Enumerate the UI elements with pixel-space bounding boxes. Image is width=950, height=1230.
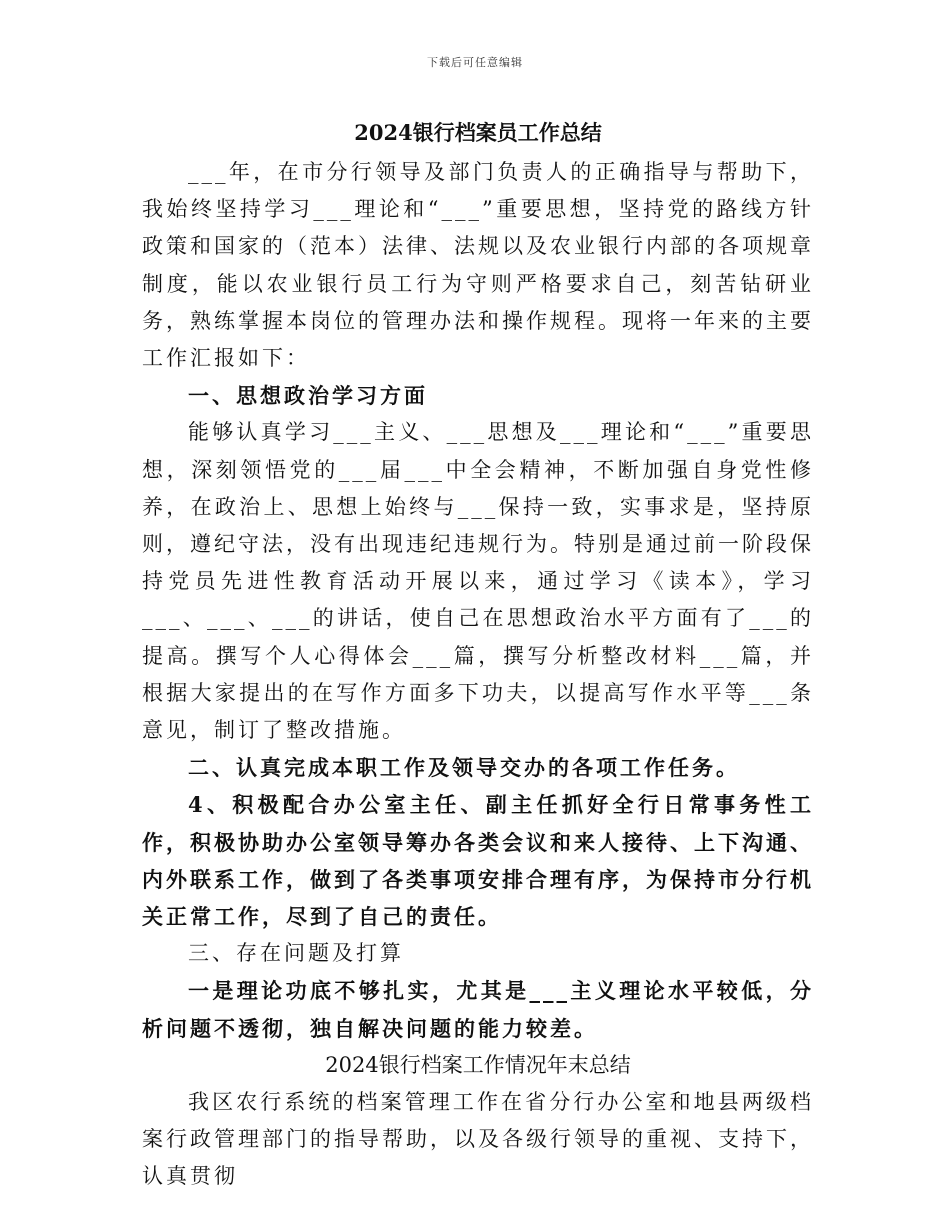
duties-item-4-paragraph: 4、积极配合办公室主任、副主任抓好全行日常事务性工作，积极协助办公室领导筹办各类会议和来人接待、上下沟通、内外联系工作，做到了各类事项安排合理有序，为保持市分行机关正常工作，尽到了自己的责任。: [142, 792, 814, 930]
section-heading-ideology: 一、思想政治学习方面: [188, 383, 428, 409]
intro-paragraph: ___年，在市分行领导及部门负责人的正确指导与帮助下，我始终坚持学习___理论和“___”重要思想，坚持党的路线方针政策和国家的（范本）法律、法规以及农业银行内部的各项规章制度，能以农业银行员工行为守则严格要求自己，刻苦钻研业务，熟练掌握本岗位的管理办法和操作规程。现将一年来的主要工作汇报如下：: [142, 160, 814, 371]
problems-paragraph: 一是理论功底不够扎实，尤其是___主义理论水平较低，分析问题不透彻，独自解决问题的能力较差。: [142, 978, 814, 1041]
section-heading-duties: 二、认真完成本职工作及领导交办的各项工作任务。: [188, 755, 740, 781]
archive-summary-paragraph: 我区农行系统的档案管理工作在省分行办公室和地县两级档案行政管理部门的指导帮助，以及各级行领导的重视、支持下，认真贯彻: [142, 1090, 814, 1189]
document-title: 2024银行档案员工作总结: [354, 120, 602, 145]
document-body: [142, 116, 814, 1196]
second-document-title: 2024银行档案工作情况年末总结: [325, 1052, 631, 1077]
ideology-paragraph: 能够认真学习___主义、___思想及___理论和“___”重要思想，深刻领悟党的___届___中全会精神，不断加强自身党性修养，在政治上、思想上始终与___保持一致，实事求是，坚持原则，遵纪守法，没有出现违纪违规行为。特别是通过前一阶段保持党员先进性教育活动开展以来，通过学习《读本》，学习___、___、___的讲话，使自己在思想政治水平方面有了___的提高。撰写个人心得体会___篇，撰写分析整改材料___篇，并根据大家提出的在写作方面多下功夫，以提高写作水平等___条意见，制订了整改措施。: [142, 420, 814, 743]
download-note: 下载后可任意编辑: [427, 56, 523, 69]
section-heading-problems: 三、存在问题及打算: [188, 941, 404, 966]
